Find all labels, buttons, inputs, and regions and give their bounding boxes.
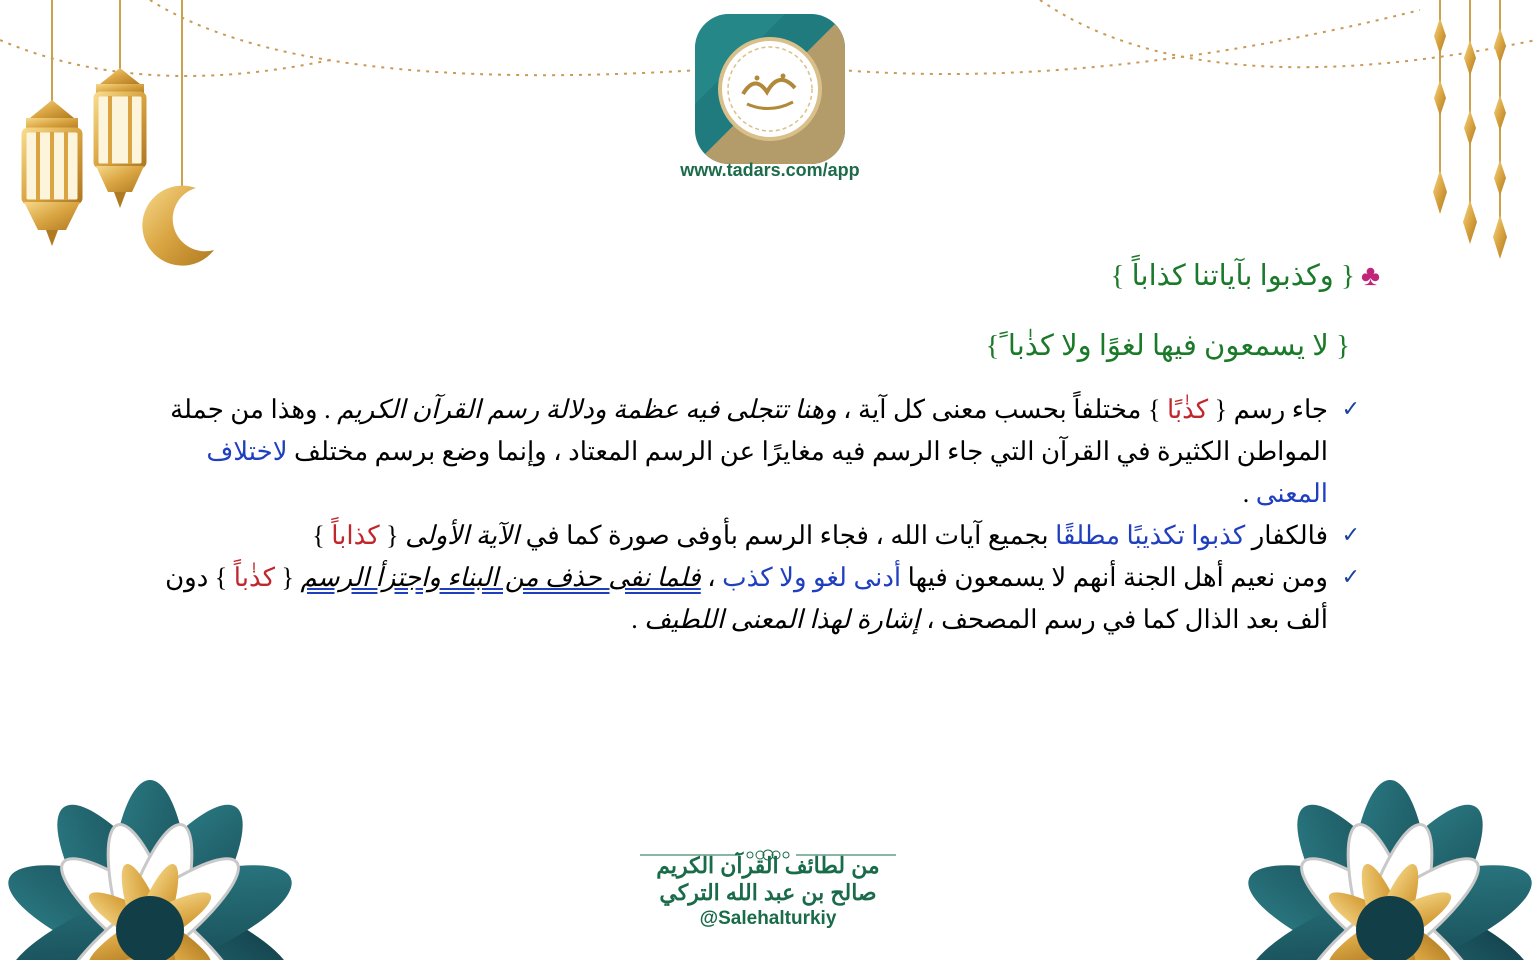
underlined-phrase: فلما نفى حذف من البناء واجتزأ الرسم <box>300 563 701 592</box>
verse-heading-1 <box>140 255 1380 297</box>
checkmark-icon: ✓ <box>1341 397 1360 422</box>
checkmark-icon: ✓ <box>1341 565 1360 590</box>
text-run: { <box>274 563 301 592</box>
text-run: ، <box>700 563 723 592</box>
text-run: فالكفار <box>1245 521 1328 550</box>
highlight-phrase: كذبوا تكذيبًا مطلقًا <box>1055 521 1246 550</box>
italic-phrase: وهنا تتجلى فيه عظمة ودلالة رسم القرآن الكريم <box>337 395 837 424</box>
footer <box>620 852 916 932</box>
tadars-logo-icon <box>695 14 845 164</box>
highlight-word: كذٰباً <box>233 563 275 592</box>
italic-phrase: الآية الأولى <box>405 521 520 550</box>
text-run: ومن نعيم أهل الجنة أنهم لا يسمعون فيها <box>901 563 1328 592</box>
italic-phrase: إشارة لهذا المعنى اللطيف <box>644 605 920 634</box>
text-run: . <box>1242 479 1256 508</box>
text-run: } مختلفاً بحسب معنى كل آية ، <box>836 395 1167 424</box>
mandala-ornament-right <box>1235 780 1536 960</box>
crescent-moon-icon <box>142 0 214 266</box>
list-item <box>140 515 1360 557</box>
points-list <box>140 389 1360 641</box>
highlight-phrase: أدنى لغو ولا كذب <box>722 563 902 592</box>
highlight-phrase: لاختلاف المعنى <box>206 437 1328 508</box>
highlight-word: كذٰبًا <box>1166 395 1209 424</box>
hanging-ornaments <box>1433 0 1507 259</box>
text-run: جاء رسم { <box>1208 395 1328 424</box>
list-item <box>140 389 1360 515</box>
text-run: } <box>312 521 332 550</box>
text-run: } دون ألف بعد الذال كما في رسم المصحف ، <box>165 563 1328 634</box>
club-icon: ♣ <box>1360 260 1380 292</box>
footer-series-title: من لطائف القرآن الكريم <box>656 853 880 878</box>
verse-text: { وكذبوا بآياتنا كذاباً } <box>1110 260 1355 292</box>
mandala-ornament-left <box>0 780 305 960</box>
footer-author: صالح بن عبد الله التركي <box>659 880 877 905</box>
checkmark-icon: ✓ <box>1341 523 1360 548</box>
main-content <box>140 255 1380 641</box>
text-run: . <box>631 605 645 634</box>
site-url[interactable]: www.tadars.com/app <box>680 160 860 180</box>
text-run: { <box>379 521 406 550</box>
list-item <box>140 557 1360 641</box>
tadars-logo <box>695 14 845 164</box>
text-run: . وهذا من جملة المواطن الكثيرة في القرآن التي جاء الرسم فيه مغايرًا عن الرسم المعتاد ، وإنما وضع برسم مختلف <box>170 395 1328 466</box>
footer-handle[interactable]: @Salehalturkiy <box>699 908 837 929</box>
text-run: بجميع آيات الله ، فجاء الرسم بأوفى صورة كما في <box>519 521 1056 550</box>
highlight-word: كذاباً <box>331 521 380 550</box>
verse-heading-2: { لا يسمعون فيها لغوًا ولا كذٰبا ً} <box>985 330 1350 362</box>
lantern-icon <box>24 0 80 246</box>
lantern-icon <box>96 0 144 208</box>
